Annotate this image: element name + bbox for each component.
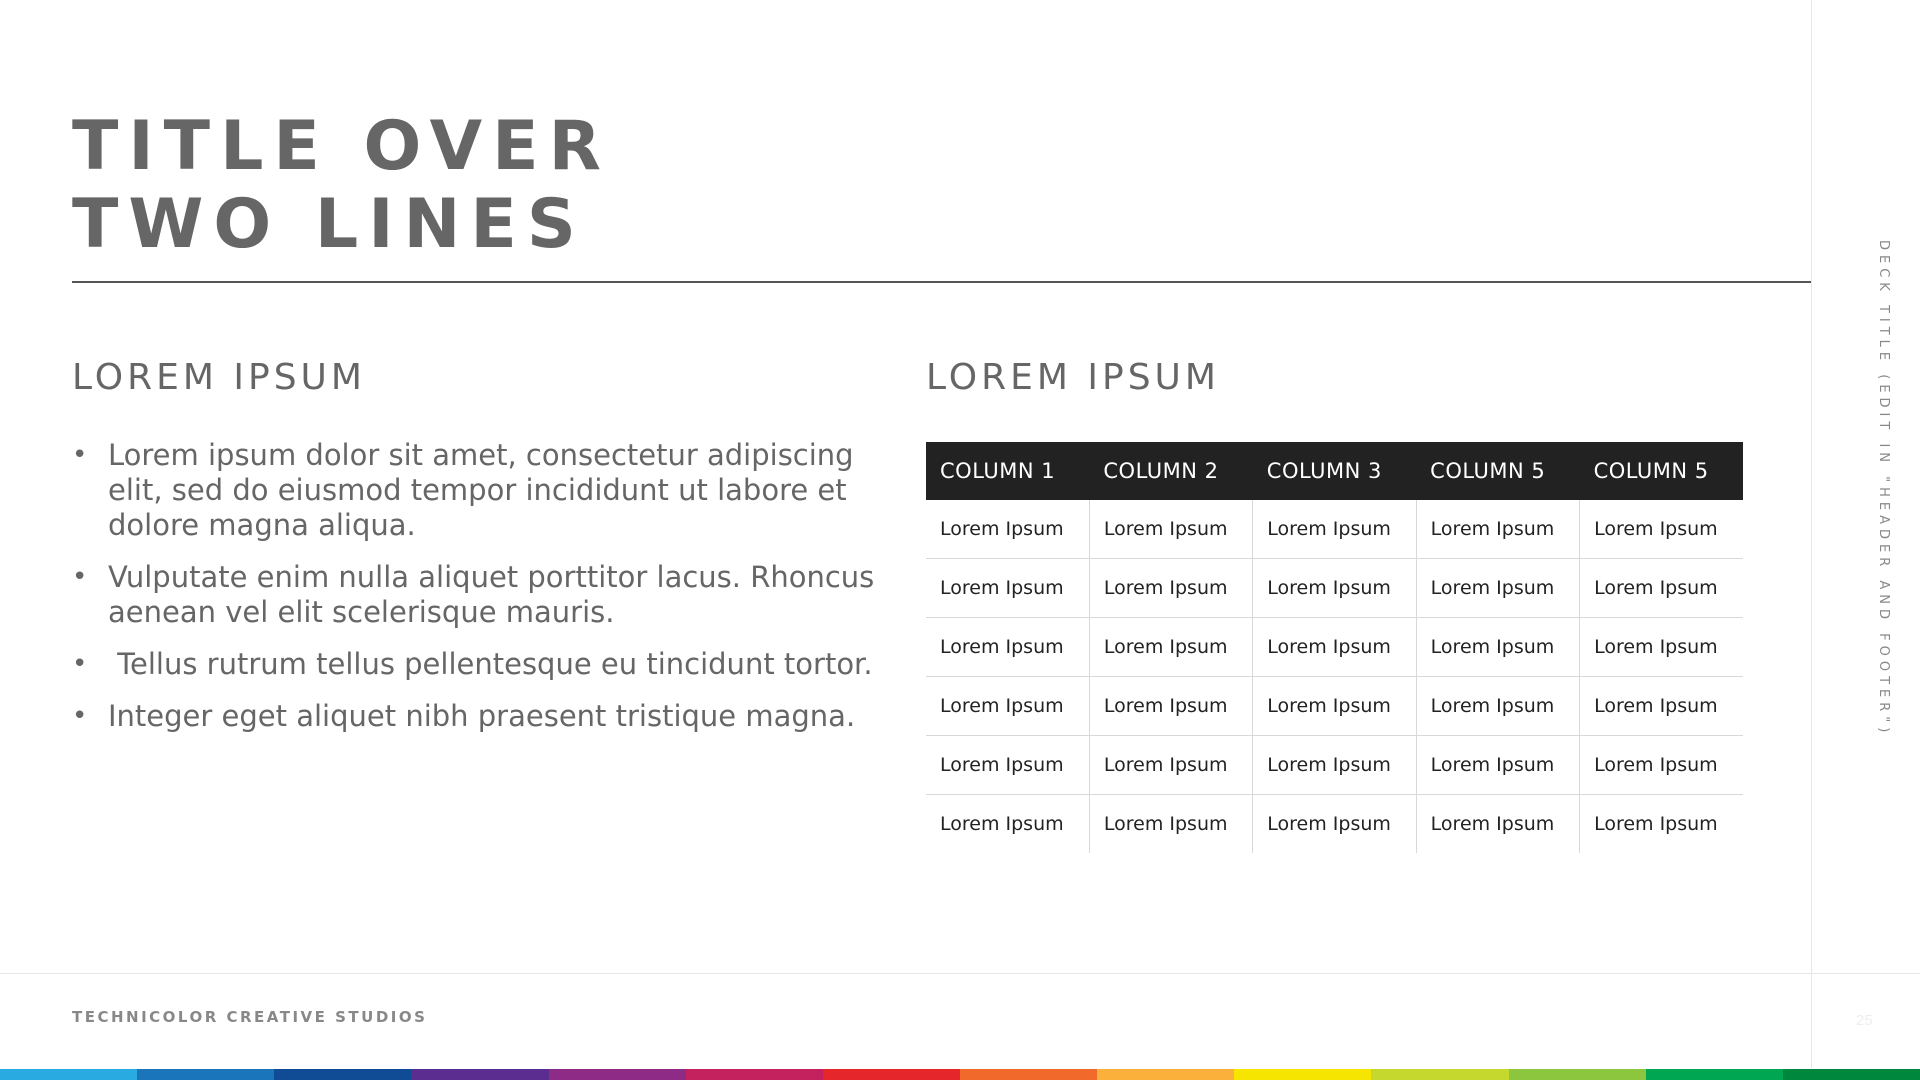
table-cell: Lorem Ipsum xyxy=(926,559,1089,618)
bullet-dot-icon: • xyxy=(72,440,88,470)
table-cell: Lorem Ipsum xyxy=(926,677,1089,736)
table-cell: Lorem Ipsum xyxy=(1089,559,1252,618)
right-heading: LOREM IPSUM xyxy=(926,357,1220,398)
bullet-text: Lorem ipsum dolor sit amet, consectetur adipiscing elit, sed do eiusmod tempor incididunt ut labore et dolore magna aliqua. xyxy=(108,438,854,542)
table-cell: Lorem Ipsum xyxy=(1416,795,1579,854)
column-header: COLUMN 1 xyxy=(926,442,1089,500)
column-header: COLUMN 5 xyxy=(1580,442,1743,500)
title-line-1: TITLE OVER xyxy=(72,107,611,186)
color-bar-segment xyxy=(549,1069,686,1080)
bullet-dot-icon: • xyxy=(72,562,88,592)
page-number: 25 xyxy=(1856,1012,1873,1029)
slide-title xyxy=(72,108,611,264)
bullet-text: Vulputate enim nulla aliquet porttitor lacus. Rhoncus aenean vel elit scelerisque mauris. xyxy=(108,560,875,629)
table-cell: Lorem Ipsum xyxy=(1253,500,1416,559)
column-header: COLUMN 2 xyxy=(1089,442,1252,500)
table-cell: Lorem Ipsum xyxy=(1580,795,1743,854)
bullet-item xyxy=(72,647,892,682)
color-bar-segment xyxy=(1509,1069,1646,1080)
bullet-text: Tellus rutrum tellus pellentesque eu tincidunt tortor. xyxy=(108,647,873,681)
table-header-row xyxy=(926,442,1743,500)
table-cell: Lorem Ipsum xyxy=(1416,618,1579,677)
column-header: COLUMN 3 xyxy=(1253,442,1416,500)
title-divider xyxy=(72,281,1811,283)
table-cell: Lorem Ipsum xyxy=(1253,559,1416,618)
table-cell: Lorem Ipsum xyxy=(1416,677,1579,736)
table-cell: Lorem Ipsum xyxy=(1253,677,1416,736)
table-cell: Lorem Ipsum xyxy=(1253,736,1416,795)
table-cell: Lorem Ipsum xyxy=(1580,736,1743,795)
color-bar-segment xyxy=(1234,1069,1371,1080)
table-cell: Lorem Ipsum xyxy=(926,618,1089,677)
table-cell: Lorem Ipsum xyxy=(1089,618,1252,677)
table-cell: Lorem Ipsum xyxy=(1580,500,1743,559)
table-cell: Lorem Ipsum xyxy=(1089,736,1252,795)
color-bar-segment xyxy=(686,1069,823,1080)
color-bar-segment xyxy=(1371,1069,1508,1080)
table-cell: Lorem Ipsum xyxy=(1416,500,1579,559)
data-table xyxy=(926,442,1743,853)
color-bar-segment xyxy=(0,1069,137,1080)
color-bar-segment xyxy=(137,1069,274,1080)
table-cell: Lorem Ipsum xyxy=(1416,559,1579,618)
table-row xyxy=(926,500,1743,559)
color-bar-segment xyxy=(960,1069,1097,1080)
bullet-item xyxy=(72,560,892,630)
table-cell: Lorem Ipsum xyxy=(1580,559,1743,618)
footer-divider xyxy=(0,973,1920,974)
table-cell: Lorem Ipsum xyxy=(1580,677,1743,736)
table-row xyxy=(926,736,1743,795)
table-row xyxy=(926,618,1743,677)
bullet-text: Integer eget aliquet nibh praesent tristique magna. xyxy=(108,699,856,733)
rainbow-color-bar xyxy=(0,1069,1920,1080)
table-row xyxy=(926,795,1743,854)
bullet-item xyxy=(72,699,892,734)
bullet-list xyxy=(72,438,892,751)
column-header: COLUMN 5 xyxy=(1416,442,1579,500)
left-heading: LOREM IPSUM xyxy=(72,357,366,398)
table-cell: Lorem Ipsum xyxy=(926,736,1089,795)
color-bar-segment xyxy=(1646,1069,1783,1080)
table-cell: Lorem Ipsum xyxy=(1089,500,1252,559)
color-bar-segment xyxy=(411,1069,548,1080)
footer-brand: TECHNICOLOR CREATIVE STUDIOS xyxy=(72,1008,428,1026)
table-row xyxy=(926,677,1743,736)
side-panel-divider xyxy=(1811,0,1812,1068)
table-cell: Lorem Ipsum xyxy=(1253,795,1416,854)
color-bar-segment xyxy=(823,1069,960,1080)
bullet-item xyxy=(72,438,892,543)
table-row xyxy=(926,559,1743,618)
color-bar-segment xyxy=(1097,1069,1234,1080)
table-cell: Lorem Ipsum xyxy=(1089,677,1252,736)
table-cell: Lorem Ipsum xyxy=(1416,736,1579,795)
bullet-dot-icon: • xyxy=(72,701,88,731)
bullet-dot-icon: • xyxy=(72,649,88,679)
table-cell: Lorem Ipsum xyxy=(1580,618,1743,677)
table-cell: Lorem Ipsum xyxy=(926,500,1089,559)
title-line-2: TWO LINES xyxy=(72,185,586,264)
color-bar-segment xyxy=(274,1069,411,1080)
table-cell: Lorem Ipsum xyxy=(1253,618,1416,677)
table-cell: Lorem Ipsum xyxy=(940,813,1064,835)
color-bar-segment xyxy=(1783,1069,1920,1080)
deck-title-label: DECK TITLE (EDIT IN "HEADER AND FOOTER") xyxy=(1876,240,1891,738)
table-cell: Lorem Ipsum xyxy=(1089,795,1252,854)
